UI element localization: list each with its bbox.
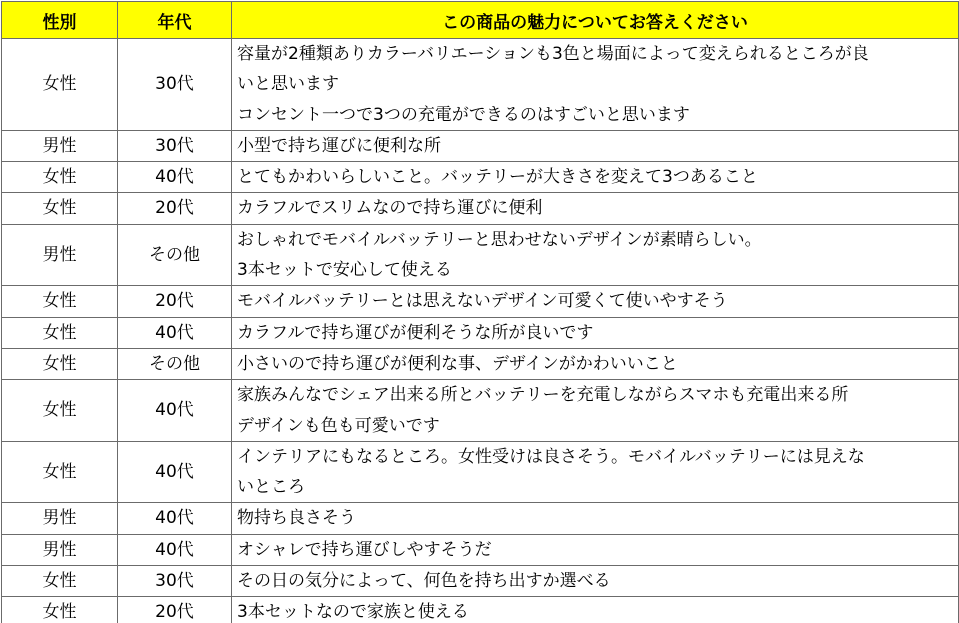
table-row [2,130,959,161]
cell-gender: 女性 [2,286,118,317]
cell-gender: 女性 [2,441,118,503]
header-age: 年代 [118,2,232,39]
table-body [2,39,959,623]
cell-answer [232,348,959,379]
cell-gender: 女性 [2,380,118,442]
cell-age: 20代 [118,193,232,224]
cell-gender: 女性 [2,566,118,597]
table-row [2,224,959,286]
cell-answer [232,224,959,286]
answer-line: いと思います [237,74,339,95]
cell-age: 40代 [118,162,232,193]
table-row [2,39,959,131]
answer-line: おしゃれでモバイルバッテリーと思わせないデザインが素晴らしい。 [237,229,762,250]
cell-age: 40代 [118,317,232,348]
cell-gender: 女性 [2,39,118,131]
cell-answer [232,380,959,442]
cell-gender: 男性 [2,130,118,161]
answer-line: 容量が2種類ありカラーバリエーションも3色と場面によって変えられるところが良 [237,44,869,64]
answer-line: インテリアにもなるところ。女性受けは良さそう。モバイルバッテリーには見えな [237,446,865,467]
header-gender: 性別 [2,2,118,39]
table-row [2,380,959,442]
cell-answer [232,162,959,193]
cell-age: その他 [118,224,232,286]
cell-gender: 女性 [2,162,118,193]
cell-age: 40代 [118,441,232,503]
cell-answer [232,39,959,131]
answer-line: 小さいので持ち運びが便利な事、デザインがかわいいこと [237,353,678,374]
answer-line: 物持ち良さそう [237,508,356,529]
answer-line: 3本セットなので家族と使える [237,602,469,623]
cell-age: 40代 [118,503,232,534]
cell-age: 40代 [118,380,232,442]
cell-answer [232,597,959,623]
header-row [2,2,959,39]
cell-gender: 男性 [2,534,118,565]
table-row [2,317,959,348]
table-row [2,286,959,317]
answer-line: カラフルで持ち運びが便利そうな所が良いです [237,322,594,343]
table-row [2,566,959,597]
cell-age: 30代 [118,130,232,161]
cell-answer [232,441,959,503]
cell-answer [232,130,959,161]
answer-line: デザインも色も可愛いです [237,415,440,436]
cell-gender: 男性 [2,224,118,286]
cell-gender: 女性 [2,597,118,623]
cell-answer [232,193,959,224]
cell-answer [232,317,959,348]
cell-answer [232,503,959,534]
cell-age: 20代 [118,597,232,623]
answer-line: 家族みんなでシェア出来る所とバッテリーを充電しながらスマホも充電出来る所 [237,385,849,406]
answer-line: 3本セットで安心して使える [237,260,452,281]
answer-line: いところ [237,477,305,498]
answer-line: カラフルでスリムなので持ち運びに便利 [237,198,543,219]
cell-answer [232,534,959,565]
cell-answer [232,566,959,597]
table-row [2,441,959,503]
table-row [2,162,959,193]
answer-line: とてもかわいらしいこと。バッテリーが大きさを変えて3つあること [237,167,758,188]
answer-line: コンセント一つで3つの充電ができるのはすごいと思います [237,104,690,125]
header-answer: この商品の魅力についてお答えください [232,2,959,39]
cell-gender: 女性 [2,348,118,379]
survey-table [1,1,959,623]
cell-age: 20代 [118,286,232,317]
table-row [2,597,959,623]
table-row [2,348,959,379]
table-row [2,534,959,565]
cell-gender: 女性 [2,317,118,348]
answer-line: モバイルバッテリーとは思えないデザイン可愛くて使いやすそう [237,291,728,312]
table-row [2,503,959,534]
cell-age: 30代 [118,39,232,131]
cell-answer [232,286,959,317]
answer-line: その日の気分によって、何色を持ち出すか選べる [237,571,611,592]
table-row [2,193,959,224]
cell-gender: 男性 [2,503,118,534]
cell-gender: 女性 [2,193,118,224]
cell-age: その他 [118,348,232,379]
cell-age: 40代 [118,534,232,565]
cell-age: 30代 [118,566,232,597]
answer-line: 小型で持ち運びに便利な所 [237,135,441,156]
answer-line: オシャレで持ち運びしやすそうだ [237,539,492,560]
